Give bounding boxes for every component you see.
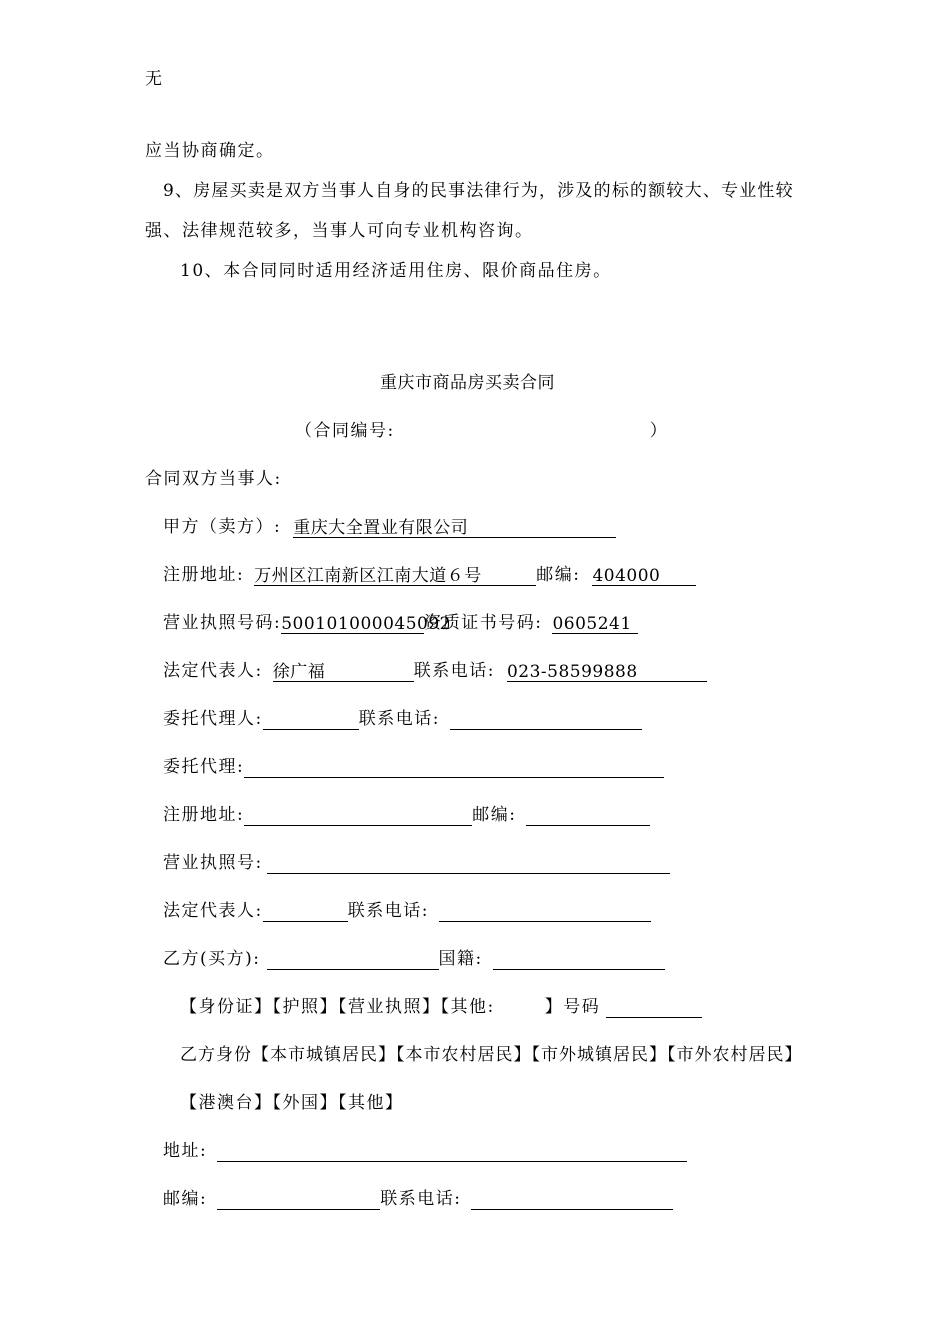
buyer-id-types: 【身份证】【护照】【营业执照】【其他: [180, 997, 495, 1017]
contract-title: 重庆市商品房买卖合同 [380, 373, 555, 393]
buyer-postcode-label: 邮编: [163, 1189, 208, 1209]
buyer-id-number-field[interactable] [606, 997, 702, 1018]
buyer-nationality-field[interactable] [493, 949, 665, 970]
agency-line [163, 756, 664, 778]
buyer-phone-field[interactable] [471, 1189, 673, 1210]
seller-postcode-field[interactable]: 404000 [592, 565, 696, 586]
seller-qualification-label: 资质证书号码: [424, 613, 543, 633]
buyer-address-field[interactable] [217, 1141, 687, 1162]
agency-field[interactable] [244, 757, 664, 778]
agency-postcode-field[interactable] [526, 805, 650, 826]
agency-phone-label: 联系电话: [347, 901, 429, 921]
seller-address-label: 注册地址: [163, 565, 245, 585]
contract-number-open: （合同编号: [295, 421, 395, 441]
buyer-id-line [180, 996, 702, 1018]
note-item-9-line-2: 强、法律规范较多，当事人可向专业机构咨询。 [145, 221, 534, 241]
parties-heading: 合同双方当事人: [145, 469, 282, 489]
seller-company-field[interactable]: 重庆大全置业有限公司 [293, 517, 616, 538]
agency-legal-rep-field[interactable] [263, 901, 348, 922]
seller-line [163, 516, 616, 538]
buyer-line [163, 948, 665, 970]
note-item-10: 10、本合同同时适用经济适用住房、限价商品住房。 [180, 261, 612, 281]
agency-address-label: 注册地址: [163, 805, 245, 825]
buyer-phone-label: 联系电话: [380, 1189, 462, 1209]
buyer-nationality-label: 国籍: [438, 949, 483, 969]
seller-phone-field[interactable]: 023-58599888 [507, 661, 707, 682]
buyer-address-line [163, 1140, 687, 1162]
seller-legal-rep-label: 法定代表人: [163, 661, 263, 681]
buyer-identity-line-2: 【港澳台】【外国】【其他】 [180, 1093, 404, 1113]
seller-legal-rep-field[interactable]: 徐广福 [273, 661, 414, 682]
agency-license-label: 营业执照号: [163, 853, 263, 873]
agent-label: 委托代理人: [163, 709, 263, 729]
agent-field[interactable] [263, 709, 359, 730]
note-consult: 应当协商确定。 [145, 141, 275, 161]
header-text: 无 [145, 69, 164, 89]
agency-postcode-label: 邮编: [472, 805, 517, 825]
agent-line [163, 708, 642, 730]
seller-license-label: 营业执照号码: [163, 613, 282, 633]
agency-phone-field[interactable] [439, 901, 651, 922]
seller-address-line [163, 564, 696, 586]
agency-label: 委托代理: [163, 757, 245, 777]
buyer-id-close: 】号码 [544, 997, 601, 1017]
contract-number-close: ） [649, 421, 669, 441]
seller-qualification-field[interactable]: 0605241 [552, 613, 638, 634]
buyer-postcode-field[interactable] [217, 1189, 380, 1210]
agency-address-field[interactable] [244, 805, 472, 826]
buyer-party-label: 乙方(买方): [163, 949, 261, 969]
agency-legal-rep-label: 法定代表人: [163, 901, 263, 921]
seller-phone-label: 联系电话: [413, 661, 495, 681]
seller-address-field[interactable]: 万州区江南新区江南大道６号 [254, 565, 536, 586]
agent-phone-label: 联系电话: [358, 709, 440, 729]
agency-legal-rep-line [163, 900, 651, 922]
agency-license-line [163, 852, 670, 874]
agent-phone-field[interactable] [450, 709, 642, 730]
agency-address-line [163, 804, 650, 826]
buyer-name-field[interactable] [267, 949, 439, 970]
buyer-postcode-line [163, 1188, 673, 1210]
buyer-address-label: 地址: [163, 1141, 208, 1161]
seller-license-line [163, 612, 638, 634]
seller-license-field[interactable]: 500101000045092 [281, 614, 451, 634]
seller-postcode-label: 邮编: [536, 565, 581, 585]
seller-party-label: 甲方（卖方）: [163, 517, 282, 537]
agency-license-field[interactable] [267, 853, 670, 874]
note-item-9-line-1: 9、房屋买卖是双方当事人自身的民事法律行为，涉及的标的额较大、专业性较 [163, 181, 794, 201]
seller-legal-rep-line [163, 660, 707, 682]
contract-number-line [295, 420, 668, 442]
buyer-identity-line: 乙方身份【本市城镇居民】【本市农村居民】【市外城镇居民】【市外农村居民】 [180, 1045, 803, 1065]
